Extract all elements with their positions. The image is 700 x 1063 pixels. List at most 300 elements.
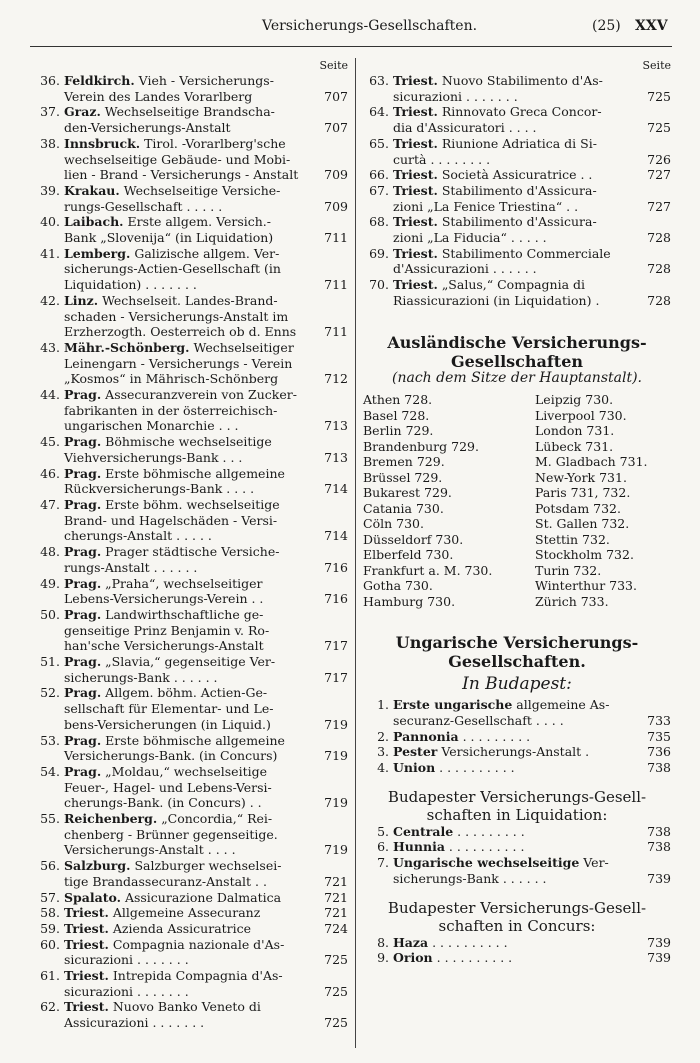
entry-place: Hunnia (393, 839, 445, 855)
entry-page: 716 (324, 559, 348, 575)
entry-place: Prag. (64, 496, 102, 512)
entry-line (34, 874, 348, 890)
list-item (34, 214, 348, 245)
entry-line (34, 309, 348, 325)
entry-number: 1. (377, 697, 389, 713)
foreign-heading-line-2: Gesellschaften (450, 351, 584, 371)
entry-line (363, 104, 671, 120)
entry-number: 55. (40, 811, 60, 827)
entry-line (34, 371, 348, 387)
entry-line (34, 748, 348, 764)
entry-place: Ungarische wechselseitige (393, 855, 580, 871)
entry-text: „Kosmos“ in Mährisch-Schönberg (64, 371, 279, 387)
list-item (363, 729, 671, 745)
entry-page: 725 (324, 1015, 348, 1031)
entry-text: Stabilimento d'Assicura- (441, 182, 597, 198)
entry-number: 52. (40, 685, 60, 701)
entry-text: Vieh - Versicherungs- (138, 73, 274, 88)
entry-place: Orion (393, 950, 433, 966)
city-entry: Zürich 733. (535, 593, 609, 609)
city-entry: Stockholm 732. (535, 547, 634, 563)
city-entry: Düsseldorf 730. (363, 531, 464, 547)
entry-line (363, 214, 671, 230)
entry-number: 58. (40, 905, 60, 921)
entry-number: 65. (369, 135, 389, 151)
entry-line (34, 340, 348, 356)
entry-line (34, 905, 348, 921)
entry-place: Salzburg. (64, 858, 131, 874)
entry-page: 728 (647, 261, 671, 277)
entry-text: tige Brandassecuranz-Anstalt . . (64, 873, 267, 889)
entry-text: sicurazioni . . . . . . . (393, 88, 518, 104)
entry-text: Leinengarn - Versicherungs - Verein (64, 355, 293, 371)
entry-place: Triest. (64, 999, 109, 1015)
entry-line (363, 950, 671, 966)
entry-text: . . . . . . . . . . (432, 934, 508, 950)
entry-number: 8. (377, 934, 389, 950)
entry-line (34, 638, 348, 654)
entry-text: Wechselseitiger (193, 339, 294, 355)
entry-line (363, 183, 671, 199)
entry-number: 39. (40, 182, 60, 198)
entry-number: 64. (369, 104, 389, 120)
entry-text: genseitige Prinz Benjamin v. Ro- (64, 622, 270, 638)
list-item (34, 293, 348, 340)
entry-text: Lebens-Versicherungs-Verein . . (64, 591, 264, 607)
entry-line (34, 560, 348, 576)
list-item (34, 183, 348, 214)
right-column (363, 58, 671, 966)
entry-number: 63. (369, 73, 389, 88)
city-entry: Brandenburg 729. (363, 438, 479, 454)
entry-text: Ver- (583, 855, 609, 871)
entry-line (34, 654, 348, 670)
entry-page: 714 (324, 481, 348, 497)
entry-line (363, 199, 671, 215)
entry-number: 36. (40, 73, 60, 88)
entry-page: 719 (324, 842, 348, 858)
city-entry: Berlin 729. (363, 423, 434, 439)
entry-line (363, 152, 671, 168)
list-item (363, 214, 671, 245)
entry-page: 721 (324, 905, 348, 921)
entry-text: Allgem. böhm. Actien-Ge- (105, 685, 268, 701)
entry-text: allgemeine As- (516, 697, 610, 713)
entry-place: Prag. (64, 763, 102, 779)
city-entry: Paris 731, 732. (535, 485, 631, 501)
left-entry-list (34, 73, 348, 1031)
entry-text: Assecuranzverein von Zucker- (105, 387, 297, 403)
page-header (0, 18, 700, 42)
list-item (363, 136, 671, 167)
city-entry: Bukarest 729. (363, 485, 452, 501)
entry-place: Linz. (64, 292, 99, 308)
entry-page: 712 (324, 371, 348, 387)
entry-number: 67. (369, 182, 389, 198)
entry-page: 728 (647, 292, 671, 308)
entry-text: Erste böhm. wechselseitige (105, 496, 280, 512)
entry-line (34, 418, 348, 434)
entry-number: 43. (40, 339, 60, 355)
entry-place: Prag. (64, 685, 102, 701)
entry-line (34, 120, 348, 136)
list-item (34, 497, 348, 544)
entry-number: 3. (377, 744, 389, 760)
entry-text: cherungs-Anstalt . . . . . (64, 528, 212, 544)
entry-text: sicurazioni . . . . . . . (64, 952, 189, 968)
entry-page: 727 (647, 167, 671, 183)
entry-text: rungs-Gesellschaft . . . . . (64, 198, 223, 214)
entry-line (363, 729, 671, 745)
entry-page: 738 (647, 839, 671, 855)
entry-number: 5. (377, 823, 389, 839)
entry-text: Allgemeine Assecuranz (112, 905, 261, 921)
entry-page: 739 (647, 934, 671, 950)
list-item (34, 136, 348, 183)
list-item (34, 811, 348, 858)
entry-line (34, 733, 348, 749)
entry-number: 68. (369, 214, 389, 230)
entry-text: Versicherungs-Anstalt . . . . (64, 842, 236, 858)
entry-line (34, 764, 348, 780)
entry-place: Mähr.-Schönberg. (64, 339, 190, 355)
page-number: (25) (592, 18, 621, 34)
entry-text: sicherungs-Bank . . . . . . (393, 870, 547, 886)
list-item (34, 858, 348, 889)
column-divider (355, 58, 356, 1048)
city-entry: Elberfeld 730. (363, 547, 454, 563)
entry-page: 725 (324, 952, 348, 968)
budapest-heading: In Budapest: (462, 674, 572, 695)
list-item (34, 937, 348, 968)
list-item (363, 839, 671, 855)
list-item (34, 905, 348, 921)
entry-number: 42. (40, 292, 60, 308)
city-entry: St. Gallen 732. (535, 516, 630, 532)
entry-line (34, 73, 348, 89)
concurs-heading-line-1: Budapester Versicherungs-Gesell- (387, 898, 647, 917)
entry-page: 719 (324, 748, 348, 764)
entry-line (34, 497, 348, 513)
entry-place: Prag. (64, 575, 102, 591)
city-entry: Potsdam 732. (535, 500, 621, 516)
list-item (34, 764, 348, 811)
entry-number: 57. (40, 889, 60, 905)
entry-number: 59. (40, 920, 60, 936)
entry-number: 47. (40, 496, 60, 512)
entry-text: „Salus,“ Compagnia di (441, 277, 585, 293)
entry-number: 40. (40, 214, 60, 230)
entry-number: 46. (40, 465, 60, 481)
concurs-entry-list (363, 935, 671, 966)
list-item (34, 104, 348, 135)
entry-text: dia d'Assicuratori . . . . (393, 120, 537, 136)
entry-line (34, 544, 348, 560)
entry-text: curtà . . . . . . . . (393, 151, 491, 167)
entry-line (34, 104, 348, 120)
entry-text: Nuovo Banko Veneto di (112, 999, 261, 1015)
entry-text: . . . . . . . . . (462, 728, 531, 744)
entry-text: Erste böhmische allgemeine (105, 465, 285, 481)
city-entry: Hamburg 730. (363, 593, 456, 609)
entry-text: ungarischen Monarchie . . . (64, 418, 239, 434)
list-item (34, 434, 348, 465)
roman-page-number: XXV (635, 18, 668, 34)
entry-page: 725 (647, 120, 671, 136)
entry-page: 713 (324, 418, 348, 434)
left-column (34, 58, 348, 1031)
entry-page: 725 (324, 983, 348, 999)
entry-number: 61. (40, 968, 60, 984)
entry-line (34, 214, 348, 230)
entry-page: 728 (647, 230, 671, 246)
list-item (34, 890, 348, 906)
entry-number: 66. (369, 167, 389, 183)
entry-line (34, 293, 348, 309)
entry-place: Triest. (393, 182, 438, 198)
list-item (363, 760, 671, 776)
entry-line (34, 199, 348, 215)
list-item (34, 654, 348, 685)
entry-text: Erste böhmische allgemeine (105, 732, 285, 748)
entry-line (363, 871, 671, 887)
entry-number: 38. (40, 135, 60, 151)
entry-text: Intrepida Compagnia d'As- (112, 968, 283, 984)
entry-line (34, 795, 348, 811)
entry-number: 60. (40, 936, 60, 952)
entry-line (363, 73, 671, 89)
entry-line (34, 513, 348, 529)
entry-line (363, 824, 671, 840)
entry-line (34, 434, 348, 450)
entry-text: Stabilimento d'Assicura- (441, 214, 597, 230)
entry-page: 739 (647, 870, 671, 886)
entry-line (363, 713, 671, 729)
entry-page: 707 (324, 120, 348, 136)
entry-line (34, 858, 348, 874)
entry-number: 37. (40, 104, 60, 120)
entry-page: 739 (647, 950, 671, 966)
entry-text: sicherungs-Bank . . . . . . (64, 669, 218, 685)
entry-place: Triest. (393, 104, 438, 120)
entry-text: Wechselseitige Versiche- (123, 182, 281, 198)
entry-page: 719 (324, 716, 348, 732)
entry-number: 48. (40, 544, 60, 560)
liquidation-heading-line-2: schaften in Liquidation: (426, 805, 608, 824)
entry-line (34, 450, 348, 466)
entry-place: Union (393, 760, 436, 776)
entry-line (34, 937, 348, 953)
entry-place: Prag. (64, 465, 102, 481)
entry-number: 6. (377, 839, 389, 855)
entry-line (34, 717, 348, 733)
list-item (363, 104, 671, 135)
entry-page: 721 (324, 889, 348, 905)
entry-line (34, 607, 348, 623)
entry-number: 2. (377, 728, 389, 744)
entry-page: 709 (324, 167, 348, 183)
entry-line (34, 591, 348, 607)
entry-place: Innsbruck. (64, 135, 141, 151)
list-item (363, 935, 671, 951)
entry-text: Azienda Assicuratrice (112, 920, 252, 936)
entry-text: Riunione Adriatica di Si- (441, 135, 597, 151)
city-entry: M. Gladbach 731. (535, 454, 648, 470)
entry-number: 56. (40, 858, 60, 874)
entry-line (34, 670, 348, 686)
list-item (34, 544, 348, 575)
entry-page: 738 (647, 823, 671, 839)
hungarian-heading-line-2: Gesellschaften. (448, 652, 586, 672)
list-item (34, 387, 348, 434)
entry-text: den-Versicherungs-Anstalt (64, 120, 231, 136)
entry-text: Versicherungs-Bank. (in Concurs) (64, 748, 278, 764)
list-item (34, 921, 348, 937)
entry-number: 70. (369, 277, 389, 293)
entry-number: 53. (40, 732, 60, 748)
entry-text: Versicherungs-Anstalt . (441, 744, 590, 760)
entry-text: wechselseitige Gebäude- und Mobi- (64, 151, 291, 167)
entry-place: Triest. (64, 905, 109, 921)
entry-text: Verein des Landes Vorarlberg (64, 88, 253, 104)
entry-line (363, 744, 671, 760)
entry-text: „Moldau,“ wechselseitige (105, 763, 268, 779)
entry-text: Nuovo Stabilimento d'As- (441, 73, 603, 88)
entry-text: Assicurazioni . . . . . . . (64, 1015, 205, 1031)
entry-place: Prag. (64, 434, 102, 450)
entry-text: sicurazioni . . . . . . . (64, 983, 189, 999)
entry-page: 711 (324, 324, 348, 340)
entry-place: Pannonia (393, 728, 459, 744)
city-entry: Basel 728. (363, 407, 430, 423)
entry-text: chenberg - Brünner gegenseitige. (64, 826, 278, 842)
entry-text: Società Assicuratrice . . (441, 167, 593, 183)
entry-place: Centrale (393, 823, 454, 839)
entry-line (363, 230, 671, 246)
foreign-subheading: (nach dem Sitze der Hauptanstalt). (392, 369, 642, 386)
entry-text: . . . . . . . . . . (436, 950, 513, 966)
entry-text: Tirol. -Vorarlberg'sche (144, 135, 286, 151)
entry-page: 727 (647, 198, 671, 214)
list-item (34, 999, 348, 1030)
hungarian-entry-list (363, 697, 671, 776)
entry-number: 54. (40, 763, 60, 779)
entry-text: sellschaft für Elementar- und Le- (64, 701, 274, 717)
entry-place: Triest. (393, 245, 438, 261)
entry-place: Prag. (64, 606, 102, 622)
city-entry: Leipzig 730. (535, 392, 614, 408)
entry-line (34, 183, 348, 199)
list-item (363, 950, 671, 966)
entry-text: han'sche Versicherungs-Anstalt (64, 638, 264, 654)
entry-line (34, 324, 348, 340)
entry-text: Viehversicherungs-Bank . . . (64, 449, 243, 465)
entry-text: Brand- und Hagelschäden - Versi- (64, 512, 278, 528)
entry-line (34, 167, 348, 183)
entry-line (34, 701, 348, 717)
entry-text: securanz-Gesellschaft . . . . (393, 712, 564, 728)
entry-text: Prager städtische Versiche- (105, 544, 280, 560)
entry-text: Stabilimento Commerciale (441, 245, 611, 261)
entry-text: Böhmische wechselseitige (105, 434, 272, 450)
entry-text: Compagnia nazionale d'As- (112, 936, 285, 952)
entry-place: Triest. (393, 277, 438, 293)
list-item (34, 246, 348, 293)
entry-line (34, 921, 348, 937)
entry-line (34, 1015, 348, 1031)
list-item (34, 733, 348, 764)
city-entry: Winterthur 733. (535, 578, 637, 594)
entry-line (363, 167, 671, 183)
entry-line (34, 842, 348, 858)
entry-place: Triest. (393, 73, 438, 88)
entry-line (363, 855, 671, 871)
entry-text: Erzherzogth. Oesterreich ob d. Enns (64, 324, 297, 340)
entry-line (363, 839, 671, 855)
city-entry: London 731. (535, 423, 615, 439)
foreign-heading-line-1: Ausländische Versicherungs- (387, 332, 647, 352)
list-item (34, 607, 348, 654)
city-entry: Athen 728. (363, 392, 433, 408)
entry-line (363, 277, 671, 293)
entry-page: 721 (324, 873, 348, 889)
entry-page: 711 (324, 230, 348, 246)
entry-text: fabrikanten in der österreichisch- (64, 402, 278, 418)
entry-line (34, 528, 348, 544)
entry-text: . . . . . . . . . (457, 823, 525, 839)
entry-place: Erste ungarische (393, 697, 513, 713)
entry-text: sicherungs-Actien-Gesellschaft (in (64, 261, 281, 277)
entry-line (34, 230, 348, 246)
entry-page: 716 (324, 591, 348, 607)
entry-line (363, 760, 671, 776)
entry-place: Triest. (64, 936, 109, 952)
entry-line (363, 246, 671, 262)
running-title: Versicherungs-Gesellschaften. (262, 18, 478, 34)
entry-number: 41. (40, 245, 60, 261)
entry-line (34, 623, 348, 639)
entry-page: 709 (324, 198, 348, 214)
entry-text: „Praha“, wechselseitiger (105, 575, 263, 591)
entry-text: lien - Brand - Versicherungs - Anstalt (64, 167, 299, 183)
entry-page: 738 (647, 760, 671, 776)
entry-place: Triest. (64, 920, 109, 936)
entry-text: Landwirthschaftliche ge- (105, 606, 264, 622)
liquidation-entry-list (363, 824, 671, 887)
entry-page: 713 (324, 449, 348, 465)
entry-place: Pester (393, 744, 438, 760)
list-item (363, 697, 671, 728)
entry-line (34, 685, 348, 701)
list-item (34, 340, 348, 387)
entry-text: Rinnovato Greca Concor- (441, 104, 602, 120)
city-entry: New-York 731. (535, 469, 627, 485)
entry-page: 711 (324, 277, 348, 293)
city-entry: Catania 730. (363, 500, 444, 516)
entry-line (34, 780, 348, 796)
entry-line (34, 89, 348, 105)
foreign-city-list (363, 392, 671, 609)
entry-line (363, 935, 671, 951)
entry-text: d'Assicurazioni . . . . . . (393, 261, 537, 277)
entry-text: . . . . . . . . . . (448, 839, 525, 855)
entry-line (363, 261, 671, 277)
entry-text: Feuer-, Hagel- und Lebens-Versi- (64, 779, 272, 795)
entry-page: 717 (324, 669, 348, 685)
concurs-heading-line-2: schaften in Concurs: (438, 916, 596, 935)
entry-line (34, 968, 348, 984)
list-item (363, 855, 671, 886)
